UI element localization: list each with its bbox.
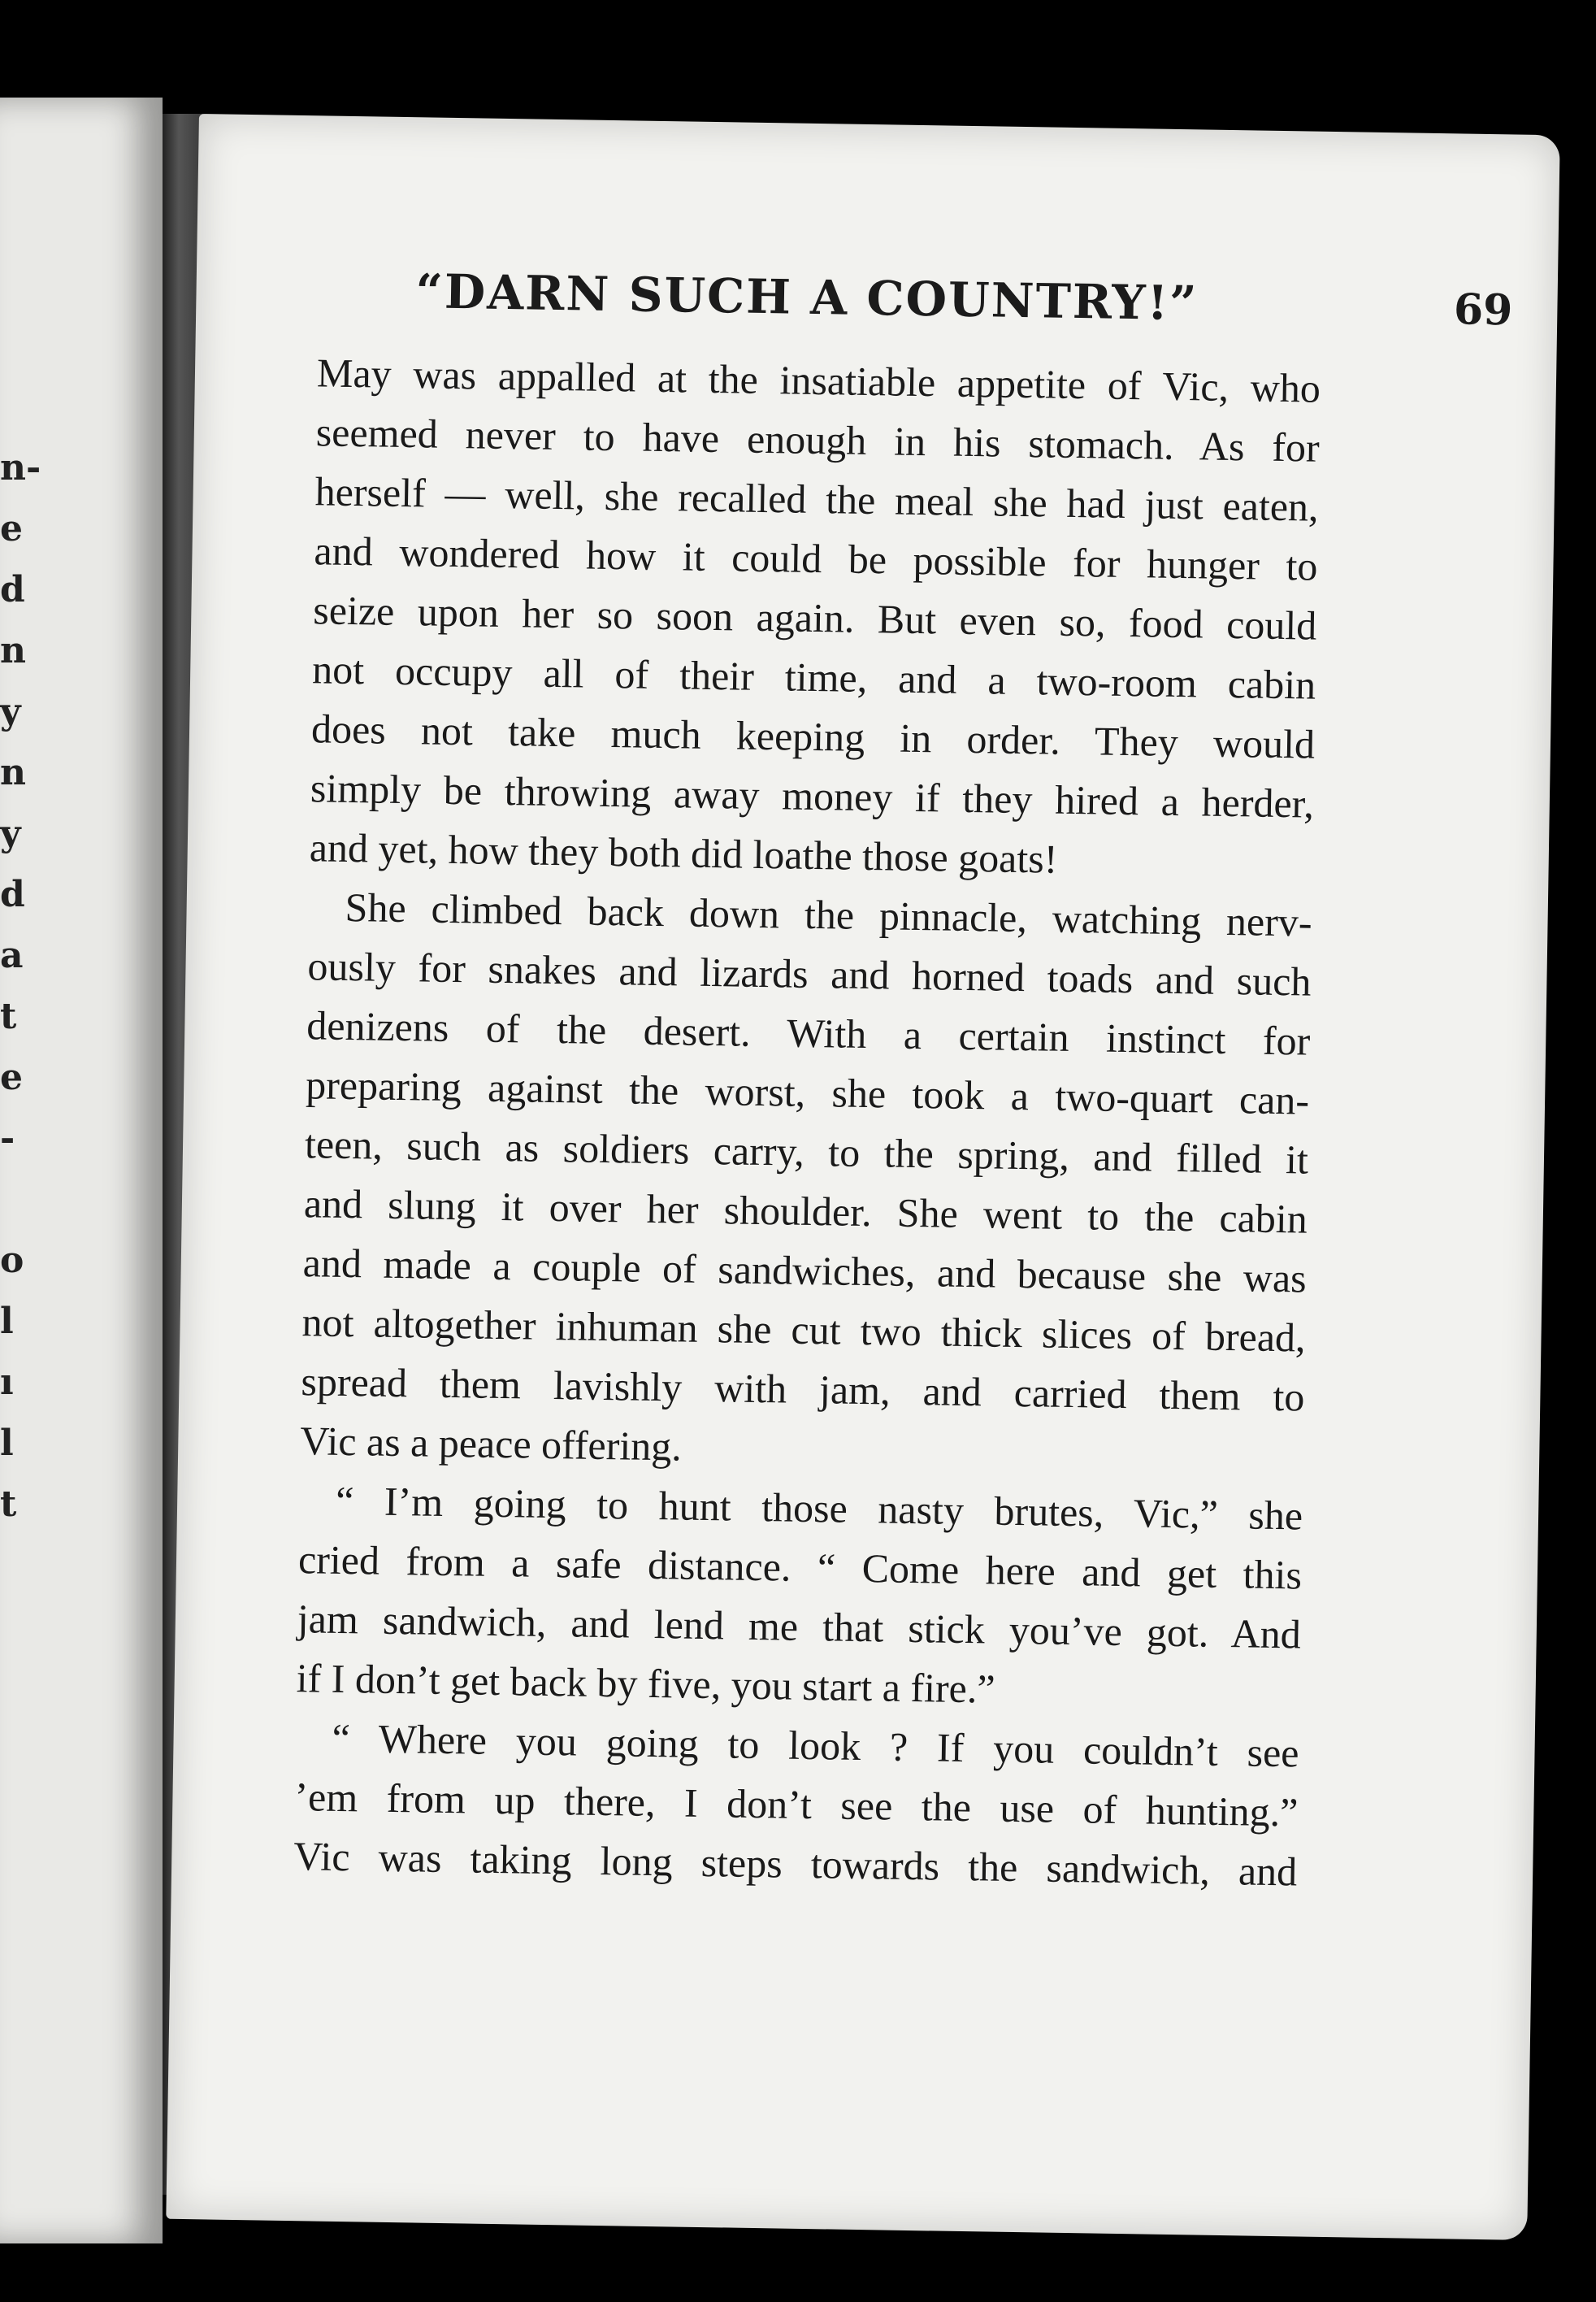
- text-line: cried from a safe distance. “ Come here and get this: [297, 1536, 1303, 1598]
- text-line: does not take much keeping in order. They would: [310, 706, 1316, 767]
- line-ending: e: [0, 508, 23, 549]
- text-line: denizens of the desert. With a certain instinct for: [306, 1002, 1311, 1064]
- text-line: preparing against the worst, she took a two-quart can-: [305, 1062, 1310, 1123]
- text-line: simply be throwing away money if they hired a herder,: [310, 765, 1315, 827]
- text-line: Vic was taking long steps towards the sandwich, and: [293, 1833, 1298, 1895]
- text-line: ’em from up there, I don’t see the use of hunting.”: [294, 1774, 1299, 1835]
- line-ending: e: [0, 1057, 23, 1098]
- running-head: [415, 263, 1513, 354]
- text-line: and yet, how they both did loathe those goats!: [309, 824, 1058, 882]
- line-ending: n: [0, 752, 26, 793]
- text-line: spread them lavishly with jam, and carried them to: [301, 1358, 1305, 1420]
- page-body-text: [293, 343, 1321, 1901]
- previous-page-edge: [0, 98, 163, 2243]
- line-ending: -: [0, 1118, 15, 1159]
- text-line: and wondered how it could be possible for hunger to: [314, 528, 1318, 589]
- text-line: and slung it over her shoulder. She went to the cabin: [303, 1180, 1308, 1242]
- line-ending: t: [0, 996, 17, 1037]
- page-number: 69: [1453, 284, 1513, 336]
- line-ending: n-: [0, 447, 41, 489]
- text-line: seemed never to have enough in his stomach. As for: [315, 409, 1321, 471]
- text-line: seize upon her so soon again. But even so, food could: [312, 587, 1317, 649]
- line-ending: a: [0, 935, 24, 976]
- text-line: not altogether inhuman she cut two thick slices of bread,: [301, 1299, 1306, 1361]
- text-line: Vic as a peace offering.: [299, 1418, 683, 1470]
- text-line: jam sandwich, and lend me that stick you’ve got. And: [297, 1596, 1302, 1657]
- text-line: May was appalled at the insatiable appetite of Vic, who: [316, 350, 1321, 411]
- line-ending: n: [0, 630, 26, 671]
- text-line: not occupy all of their time, and a two-room cabin: [311, 646, 1316, 708]
- line-ending: d: [0, 569, 25, 610]
- book-page: [166, 114, 1559, 2240]
- line-ending: l: [0, 1301, 14, 1342]
- line-ending: l: [0, 1422, 14, 1464]
- text-line: ously for snakes and lizards and horned toads and such: [307, 943, 1312, 1005]
- scan-speck: [1089, 57, 1121, 75]
- text-line: “ Where you going to look ? If you couldn’t see: [332, 1714, 1299, 1776]
- text-line: She climbed back down the pinnacle, watching nerv-: [345, 884, 1312, 945]
- text-line: “ I’m going to hunt those nasty brutes, Vic,” she: [335, 1477, 1303, 1539]
- line-ending: y: [0, 691, 21, 732]
- chapter-running-title: “DARN SUCH A COUNTRY!”: [415, 263, 1199, 332]
- text-line: herself — well, she recalled the meal she had just eaten,: [314, 468, 1320, 530]
- text-line: and made a couple of sandwiches, and because she was: [302, 1240, 1308, 1301]
- line-ending: o: [0, 1240, 24, 1281]
- line-ending: y: [0, 813, 21, 854]
- line-ending: d: [0, 874, 25, 915]
- text-line: teen, such as soldiers carry, to the spring, and filled it: [304, 1121, 1309, 1183]
- line-ending: t: [0, 1483, 17, 1525]
- line-ending: ı: [0, 1362, 14, 1403]
- text-line: if I don’t get back by five, you start a fire.”: [296, 1655, 996, 1712]
